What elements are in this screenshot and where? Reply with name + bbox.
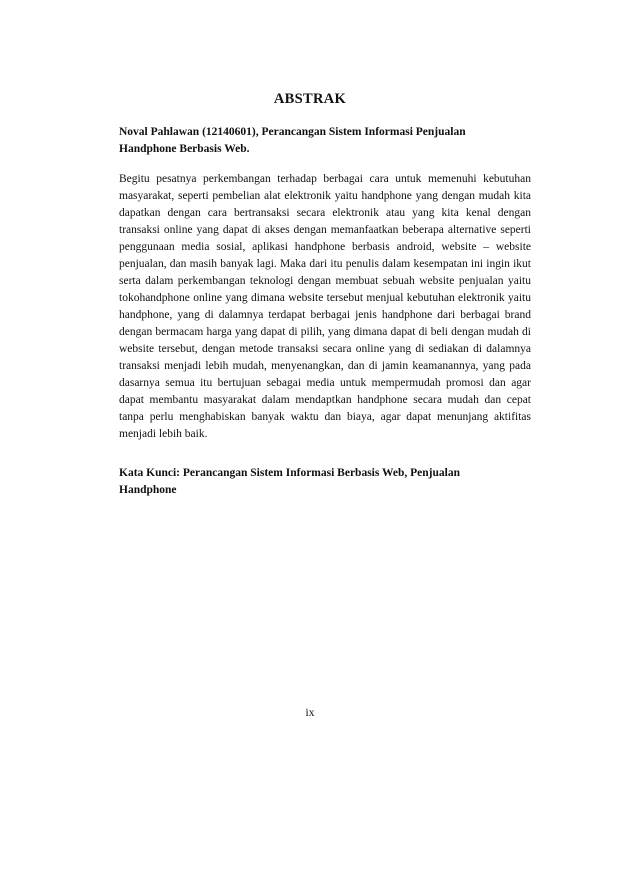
page-number: ix [305,707,315,719]
keywords-line: Kata Kunci: Perancangan Sistem Informasi Berbasis Web, Penjualan Handphone [119,467,460,496]
author-title-line: Noval Pahlawan (12140601), Perancangan Sistem Informasi Penjualan Handphone Berbasis Web. [119,126,466,155]
page-title: ABSTRAK [273,91,347,107]
abstract-paragraph: Begitu pesatnya perkembangan terhadap berbagai cara untuk memenuhi kebutuhan masyarakat, seperti pembelian alat elektronik yaitu handphone yang dengan mudah kita dapatkan dengan cara bertransaksi secara elektronik atau yang kita kenal dengan transaksi online yang dapat di akses dengan memanfaatkan beberapa alternative seperti penggunaan media sosial, aplikasi handphone berbasis android, website – website penjualan, dan masih banyak lagi. Maka dari itu penulis dalam kesempatan ini ingin ikut serta dalam perkembangan teknologi dengan membuat sebuah website penjualan yaitu tokohandphone online yang dimana website tersebut menjual kebutuhan elektronik yaitu handphone, yang di dalamnya terdapat berbagai jenis handphone dari berbagai brand dengan bermacam harga yang dapat di pilih, yang dimana dapat di beli dengan mudah di website tersebut, dengan metode transaksi secara online yang di sediakan di dalamnya transaksi menjadi lebih mudah, menyenangkan, dan di jamin keamanannya, yang pada dasarnya semua itu bertujuan sebagai media untuk mempermudah promosi dan agar dapat membantu masyarakat dalam mendaptkan handphone secara mudah dan cepat tanpa perlu menghabiskan banyak waktu dan biaya, agar dapat menunjang aktifitas menjadi lebih baik. [119,173,531,440]
